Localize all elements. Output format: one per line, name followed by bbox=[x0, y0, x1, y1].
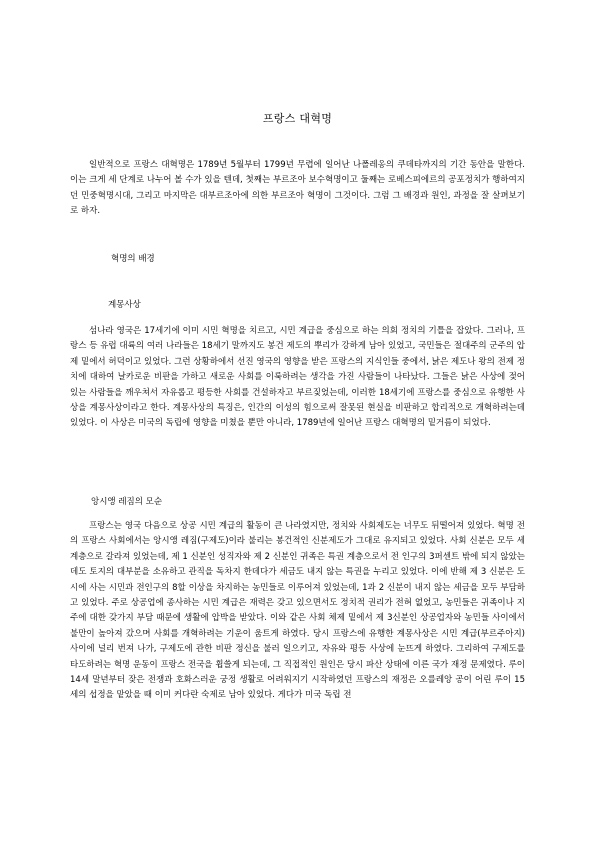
enlightenment-paragraph: 섬나라 영국은 17세기에 이미 시민 혁명을 치르고, 시민 계급을 중심으로 하는 의회 정치의 기틀을 잡았다. 그러나, 프랑스 등 유럽 대륙의 여러 나라들은 18세기 말까지도 봉건 제도의 뿌리가 강하게 남아 있었고, 국민들은 절대주의 군주의 압제 밑에서 허덕이고 있었다. 그런 상황하에서 선진 영국의 영향을 받은 프랑스의 지식인들 중에서, 낡은 제도나 왕의 전제 정치에 대하여 날카로운 비판을 가하고 새로운 사회를 이룩하려는 생각을 가진 사람들이 나타났다. 그들은 낡은 사상에 젖어 있는 사람들을 깨우쳐서 자유롭고 평등한 사회를 건설하자고 부르짖었는데, 이러한 18세기에 프랑스를 중심으로 유행한 사상을 계몽사상이라고 한다. 계몽사상의 특징은, 인간의 이성의 힘으로써 잘못된 현실을 비판하고 합리적으로 개혁하려는데 있었다. 이 사상은 미국의 독립에 영향을 미쳤을 뿐만 아니라, 1789년에 일어난 프랑스 대혁명의 밑거름이 되었다. bbox=[70, 326, 525, 429]
subsection-heading-ancien-regime: 앙시앵 레짐의 모순 bbox=[91, 497, 163, 507]
ancien-regime-paragraph: 프랑스는 영국 다음으로 상공 시민 계급의 활동이 큰 나라였지만, 정치와 사회제도는 너무도 뒤떨어져 있었다. 혁명 전의 프랑스 사회에서는 앙시앵 레짐(구제도)이라 불리는 봉건적인 신분제도가 그대로 유지되고 있었다. 사회 신분은 모두 세 계층으로 갈라져 있었는데, 제 1 신분인 성직자와 제 2 신분인 귀족은 특권 계층으로서 전 인구의 3퍼센트 밖에 되지 않았는데도 토지의 대부분을 소유하고 관직을 독차지 한데다가 세금도 내지 않는 특권을 누리고 있었다. 이에 반해 제 3 신분은 도시에 사는 시민과 전인구의 8할 이상을 차지하는 농민들로 이루어져 있었는데, 1과 2 신분이 내지 않는 세금을 모두 부담하고 있었다. 주로 상공업에 종사하는 시민 계급은 재력은 갖고 있으면서도 정치적 권리가 전혀 없었고, 농민들은 귀족이나 지주에 대한 갖가지 부담 때문에 생활에 압박을 받았다. 이와 같은 사회 체제 밑에서 제 3신분인 상공업자와 농민들 사이에서 불만이 높아져 갔으며 사회를 개혁하려는 기운이 움트게 하였다. 당시 프랑스에 유행한 계몽사상은 시민 계급(부르주아지) 사이에 널리 번져 나가, 구제도에 관한 비판 정신을 불러 일으키고, 자유와 평등 사상에 눈뜨게 하였다. 그리하여 구제도를 타도하려는 혁명 운동이 프랑스 전국을 휩쓸게 되는데, 그 직접적인 원인은 당시 파산 상태에 이른 국가 재정 문제였다. 루이 14세 말년부터 잦은 전쟁과 호화스러운 궁정 생활로 어려워지기 시작하였던 프랑스의 재정은 오를레앙 공이 어린 루이 15세의 섭정을 맡았을 때 이미 커다란 숙제로 남아 있었다. 게다가 미국 독립 전 bbox=[70, 521, 525, 701]
intro-paragraph: 일반적으로 프랑스 대혁명은 1789년 5월부터 1799년 무렵에 일어난 나폴레옹의 쿠데타까지의 기간 동안을 말한다. 이는 크게 세 단계로 나누어 볼 수가 있을 텐데, 첫째는 부르조아 보수혁명이고 둘째는 로베스피에르의 공포정치가 행하여지던 민중혁명시대, 그리고 마지막은 대부르조아에 의한 부르조아 혁명이 그것이다. 그럼 그 배경과 원인, 과정을 잘 살펴보기로 하자. bbox=[70, 160, 525, 217]
section-heading: 혁명의 배경 bbox=[111, 254, 155, 264]
subsection-heading-enlightenment: 계몽사상 bbox=[108, 300, 141, 310]
document-title: 프랑스 대혁명 bbox=[262, 112, 333, 125]
